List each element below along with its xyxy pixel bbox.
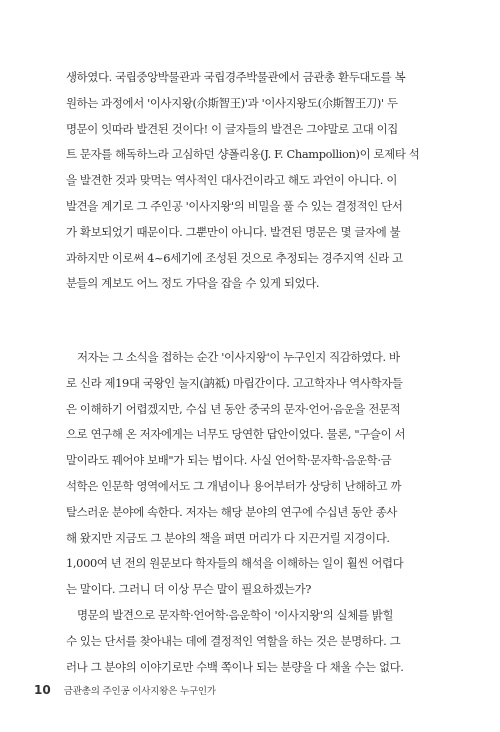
text-line: 은 이해하기 어렵겠지만, 수십 년 동안 중국의 문자·언어·음운을 전문적	[66, 401, 401, 416]
text-line: 탈스러운 분야에 속한다. 저자는 해당 분야의 연구에 수십년 동안 종사	[66, 504, 398, 519]
text-line: 명문의 발견으로 문자학·언어학·음운학이 '이사지왕'의 실체를 밝힐	[77, 607, 394, 622]
text-line: 원하는 과정에서 '이사지왕(尒斯智王)'과 '이사지왕도(尒斯智王刀)' 두	[66, 95, 398, 110]
text-line: 해 왔지만 지금도 그 분야의 책을 펴면 머리가 다 지끈거릴 지경이다.	[66, 530, 390, 545]
paragraph-1	[66, 65, 436, 297]
text-line: 석학은 인문학 영역에서도 그 개념이나 용어부터가 상당히 난해하고 까	[66, 478, 402, 493]
text-line: 명문이 잇따라 발견된 것이다! 이 글자들의 발견은 그야말로 고대 이집	[66, 121, 398, 136]
text-line: 가 확보되었기 때문이다. 그뿐만이 아니다. 발견된 명문은 몇 글자에 불	[66, 224, 401, 239]
page-footer	[34, 679, 216, 698]
text-line: 저자는 그 소식을 접하는 순간 '이사지왕'이 누구인지 직감하였다. 바	[77, 350, 400, 364]
text-line: 으로 연구해 온 저자에게는 너무도 당연한 답안이었다. 물론, "구슬이 서	[66, 427, 406, 442]
text-block-top	[66, 65, 436, 297]
text-line: 을 발견한 것과 맞먹는 역사적인 대사건이라고 해도 과언이 아니다. 이	[66, 173, 398, 188]
text-line: 발견을 계기로 그 주인공 '이사지왕'의 비밀을 풀 수 있는 결정적인 단서	[66, 198, 403, 213]
page-number: 10	[34, 683, 51, 697]
text-line: 수 있는 단서를 찾아내는 데에 결정적인 역할을 하는 것은 분명하다. 그	[66, 633, 401, 648]
text-line: 트 문자를 해독하느라 고심하던 샹폴리옹(J. F. Champollion)이 로제타 석	[66, 147, 420, 162]
text-line: 로 신라 제19대 국왕인 눌지(訥祗) 마립간이다. 고고학자나 역사학자들	[66, 375, 403, 390]
running-title: 금관총의 주인공 이사지왕은 누구인가	[63, 686, 216, 697]
paragraph-2	[66, 345, 436, 603]
text-line: 과하지만 이로써 4~6세기에 조성된 것으로 추정되는 경주지역 신라 고	[66, 250, 403, 265]
paragraph-3	[66, 603, 436, 680]
text-line: 러나 그 분야의 이야기로만 수백 쪽이나 되는 분량을 다 채울 수는 없다.	[66, 659, 404, 674]
text-line: 1,000여 년 전의 원문보다 학자들의 해석을 이해하는 일이 훨씬 어렵다	[66, 556, 404, 571]
text-line: 는 말이다. 그러니 더 이상 무슨 말이 필요하겠는가?	[66, 582, 311, 597]
text-line: 분들의 계보도 어느 정도 가닥을 잡을 수 있게 되었다.	[66, 276, 320, 291]
text-line: 생하였다. 국립중앙박물관과 국립경주박물관에서 금관총 환두대도를 복	[66, 70, 406, 84]
text-line: 말이라도 꿰어야 보배"가 되는 법이다. 사실 언어학·문자학·음운학·금	[66, 453, 392, 468]
text-block-bottom	[66, 345, 436, 680]
